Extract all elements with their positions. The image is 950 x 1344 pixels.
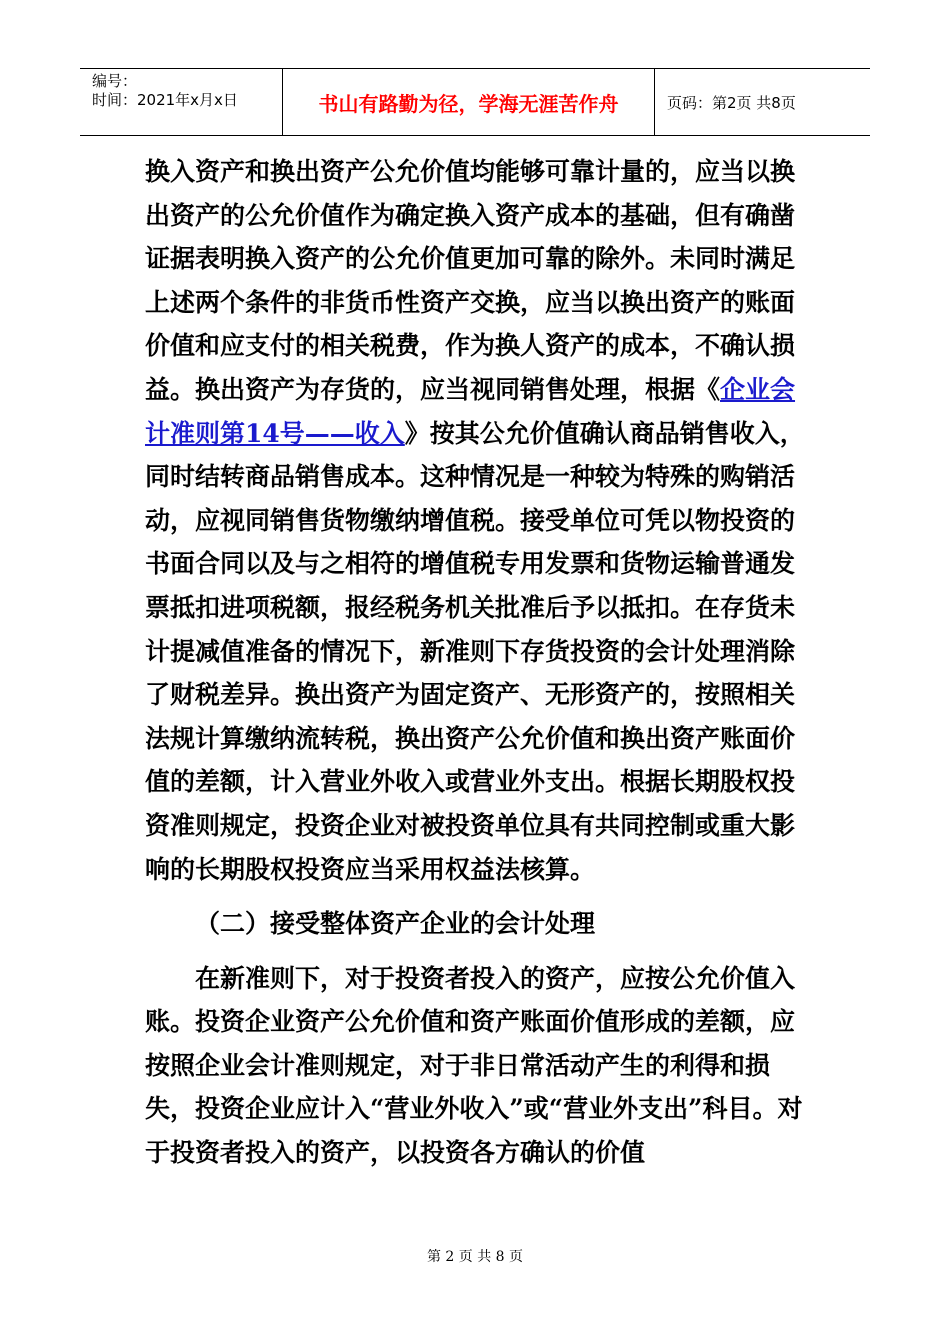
header-meta: [80, 69, 283, 135]
header-page-label: 页码：第2页 共8页: [667, 93, 796, 112]
body-paragraph-1: [145, 150, 805, 891]
header-motto: 书山有路勤为径，学海无涯苦作舟: [283, 69, 655, 135]
page-header: [80, 68, 870, 136]
time-label: 时间：2021年x月x日: [92, 91, 238, 109]
body-paragraph-2: 在新准则下，对于投资者投入的资产，应按公允价值入账。投资企业资产公允价值和资产账面价值形成的差额，应按照企业会计准则规定，对于非日常活动产生的利得和损失，投资企业应计入“营业外收入”或“营业外支出”科目。对于投资者投入的资产，以投资各方确认的价值: [145, 963, 803, 1168]
paragraph-text: 》按其公允价值确认商品销售收入，同时结转商品销售成本。这种情况是一种较为特殊的购销活动，应视同销售货物缴纳增值税。接受单位可凭以物投资的书面合同以及与之相符的增值税专用发票和货物运输普通发票抵扣进项税额，报经税务机关批准后予以抵扣。在存货未计提减值准备的情况下，新准则下存货投资的会计处理消除了财税差异。换出资产为固定资产、无形资产的，按照相关法规计算缴纳流转税，换出资产公允价值和换出资产账面价值的差额，计入营业外收入或营业外支出。根据长期股权投资准则规定，投资企业对被投资单位具有共同控制或重大影响的长期股权投资应当采用权益法核算。: [145, 418, 805, 884]
serial-label: 编号：: [92, 72, 138, 90]
accounting-standard-link[interactable]: 企业会计准则第14号——收入: [145, 374, 796, 448]
section-heading: （二）接受整体资产企业的会计处理: [195, 909, 596, 939]
document-body: [145, 150, 805, 1175]
page-footer: 第 2 页 共 8 页: [426, 1249, 524, 1265]
paragraph-text: 换入资产和换出资产公允价值均能够可靠计量的，应当以换出资产的公允价值作为确定换入资产成本的基础，但有确凿证据表明换入资产的公允价值更加可靠的除外。未同时满足上述两个条件的非货币性资产交换，应当以换出资产的账面价值和应支付的相关税费，作为换人资产的成本，不确认损益。换出资产为存货的，应当视同销售处理，根据《: [145, 157, 796, 404]
